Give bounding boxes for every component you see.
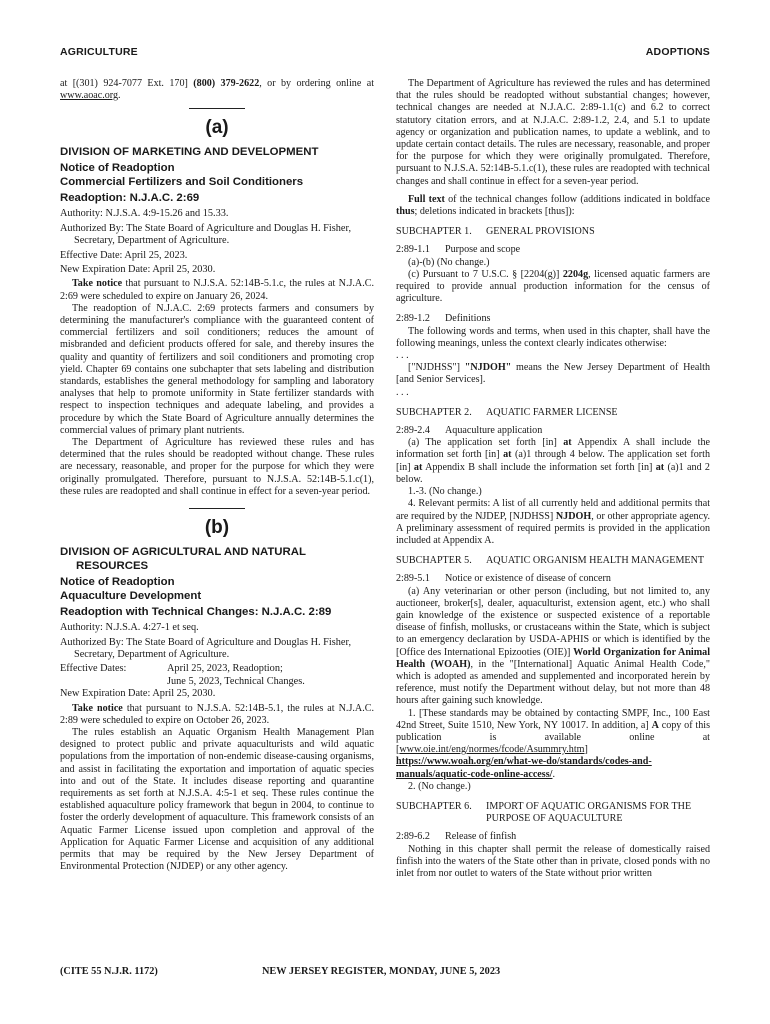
expiration-date: New Expiration Date: April 25, 2030. <box>60 688 216 700</box>
section-number: 2:89-1.1 <box>396 244 430 256</box>
subchapter-heading <box>396 555 710 567</box>
division-heading: DIVISION OF MARKETING AND DEVELOPMENT <box>60 146 319 159</box>
notice-heading: Notice of Readoption <box>60 576 175 589</box>
intro-text: at [(301) 924-7077 Ext. 170] <box>60 78 194 89</box>
rule-text-part: (a)1 through 4 below. The application set forth [in] <box>396 449 710 473</box>
footer-citation: (CITE 55 N.J.R. 1172) <box>60 966 158 977</box>
subchapter-title: AQUATIC ORGANISM HEALTH MANAGEMENT <box>486 555 705 567</box>
readoption-heading: Readoption with Technical Changes: N.J.A.C. 2:89 <box>60 606 332 619</box>
intro-end: . <box>118 90 121 102</box>
rule-addition: at <box>503 449 512 461</box>
section-number: 2:89-5.1 <box>396 573 430 585</box>
full-text-label: Full text <box>408 193 445 205</box>
section-number: 2:89-1.2 <box>396 313 430 325</box>
subchapter-title: IMPORT OF AQUATIC ORGANISMS FOR THE PURPOSE OF AQUACULTURE <box>486 800 692 825</box>
subchapter-title: GENERAL PROVISIONS <box>486 226 595 238</box>
take-notice-label: Take notice <box>72 702 123 714</box>
intro-paragraph <box>60 78 374 102</box>
rule-text-part: 4. Relevant permits: A list of all currently held and additional permits that are required by the NJDEP, [NJDHSS] <box>396 498 710 522</box>
effective-dates-label: Effective Dates: <box>60 663 127 675</box>
rule-text: 1.-3. (No change.) <box>408 486 482 498</box>
rule-text-part: . <box>552 768 555 780</box>
subchapter-title: AQUATIC FARMER LICENSE <box>486 406 618 418</box>
effective-dates-cont <box>60 676 374 688</box>
take-notice-paragraph <box>60 278 374 302</box>
boldface-example: thus <box>396 206 415 218</box>
rule-text-part: , or other appropriate agency. A preliminary assessment of required permits is provided in the application included at Appendix A. <box>396 510 710 546</box>
rule-text-part: , in the "[International] Aquatic Animal Health Code," which is adopted as amended and supplemented and incorporated herein by reference, must notify the Department without delay, but not more than 48 hours after gaining such knowledge. <box>396 658 710 707</box>
rule-text-part: Appendix B shall include the information set forth [in] <box>422 461 656 473</box>
rule-text-part: copy of this publication is available online at [ <box>396 719 710 756</box>
intro-phone: (800) 379-2622 <box>193 78 260 89</box>
rule-text: Nothing in this chapter shall permit the release of domestically raised finfish into the waters of the State other than in private, closed ponds with no inlet from nor outlet to waters of the State without prior written <box>396 843 710 879</box>
rule-addition: 2204g <box>562 268 589 280</box>
definition-text: means the New Jersey Department of Health [and Senior Services]. <box>396 362 710 386</box>
take-notice-paragraph <box>60 703 374 727</box>
rule-addition: A <box>651 719 659 731</box>
rule-text-part: 1. [These standards may be obtained by contacting SMPF, Inc., 100 East 42nd Street, Suite 1510, New York, NY 10017. In addition, a] <box>396 707 710 731</box>
section-heading <box>396 573 710 585</box>
rule-text-part: ] <box>584 744 588 756</box>
ellipsis: . . . <box>396 350 409 362</box>
full-text-note <box>396 194 710 218</box>
rule-addition: World Organization for Animal Health (WOAH) <box>396 646 710 670</box>
body-paragraph: The Department of Agriculture has reviewed the rules and has determined that the rules should be readopted without substantial changes; however, technical changes are needed at N.J.A.C. 2:89-1.1(c) and 6.2 to correct statutory citation errors, and at N.J.A.C. 2:89-1.2, 2.4, and 5.1 to update agency or organization and publication names, to update a weblink, and to update certain contact details. The rules are necessary, reasonable, and proper for the purpose for which they were originally promulgated. Therefore, pursuant to N.J.S.A. 52:14B-5.1.c(1), these rules are readopted with technical changes and shall continue in effect for a seven-year period. <box>396 78 710 187</box>
take-notice-label: Take notice <box>72 278 123 290</box>
rule-text: 2. (No change.) <box>408 780 471 792</box>
section-heading <box>396 244 710 256</box>
rule-text-part: Appendix A shall include the information set forth [in] <box>396 437 710 461</box>
rule-addition: at <box>655 461 665 473</box>
section-heading <box>396 425 710 437</box>
footer-register: NEW JERSEY REGISTER, MONDAY, JUNE 5, 2023 <box>262 966 501 977</box>
intro-text-2: , or by ordering online at <box>259 78 375 89</box>
woah-link[interactable]: https://www.woah.org/en/what-we-do/standards/codes-and-manuals/aquatic-code-online-access/ <box>396 756 652 780</box>
rule-text <box>396 498 710 547</box>
full-text-note-text-2: ; deletions indicated in brackets [thus]): <box>414 206 575 218</box>
definition-deleted: ["NJDHSS"] <box>408 362 465 374</box>
section-title: Purpose and scope <box>445 244 521 256</box>
body-paragraph: The readoption of N.J.A.C. 2:69 protects farmers and consumers by determining the manufacturer's compliance with the guaranteed content of commercial fertilizers and soil conditioners; reduces the amount of misbranded and deficient products offered for sale, and thereby insures the quality and quantity of fertilizers and soil conditioners and promoting crop yield. Chapter 69 contains one subchapter that sets labeling and distribution standards, establishes the general methodology for sampling and laboratory analyses that help to promote uniformity in State fertilizer standards with respect to inspection techniques and adequate labeling, and provides a procedure by which the State Board of Agriculture annually determines the commercial values of primary plant nutrients. <box>60 302 374 436</box>
expiration-date: New Expiration Date: April 25, 2030. <box>60 264 216 276</box>
full-text-note-text: of the technical changes follow (additions indicated in boldface <box>444 193 710 205</box>
section-letter-a: (a) <box>205 117 229 139</box>
subchapter-heading <box>396 801 710 825</box>
section-number: 2:89-6.2 <box>396 831 430 843</box>
rule-text-part: (a) The application set forth [in] <box>408 437 564 449</box>
rule-addition: at <box>563 437 572 449</box>
effective-date-technical: June 5, 2023, Technical Changes. <box>167 675 305 687</box>
body-paragraph: The rules establish an Aquatic Organism Health Management Plan designed to protect public and private aquaculturists and wild aquatic populations from the importation of non-endemic disease-causing organisms, and assist in facilitating the exportation and importation of aquatic species into and out of the State. It includes disease reporting and quarantine requirements as set forth at N.J.S.A. 4:5-1 et seq. These rules continue the established aquaculture policy framework that begun in 2004, to continue to foster the orderly development of aquaculture. This framework consists of an Aquatic Farmer License issued upon completion and approval of the Application for Aquatic Farmer License and acquisition of any additional permits that may be required by the New Jersey Department of Environmental Protection (NJDEP) or any other agency. <box>60 726 374 873</box>
authorized-by: Authorized By: The State Board of Agriculture and Douglas H. Fisher, Secretary, Department of Agriculture. <box>60 636 352 660</box>
running-header-left: AGRICULTURE <box>60 46 138 58</box>
rule-text: The following words and terms, when used in this chapter, shall have the following meanings, unless the context clearly indicates otherwise: <box>396 325 710 349</box>
section-title: Notice or existence of disease of concern <box>445 573 611 585</box>
effective-date-readoption: April 25, 2023, Readoption; <box>167 663 283 675</box>
right-column <box>396 78 710 880</box>
division-heading: DIVISION OF AGRICULTURAL AND NATURAL RESOURCES <box>60 546 306 573</box>
rule-text <box>396 586 710 708</box>
definition-term: "NJDOH" <box>464 362 512 374</box>
body-paragraph: The Department of Agriculture has reviewed these rules and has determined that the rules should be readopted without change. These rules are necessary, reasonable, and proper for the purpose for which they were originally promulgated. Therefore, pursuant to N.J.S.A. 52:14B-5.1.c(1), these rules are readopted and shall continue in effect for a seven-year period. <box>60 437 374 497</box>
rule-text-part: (c) Pursuant to 7 U.S.C. § [2204(g)] <box>408 268 563 280</box>
rule-text <box>396 269 710 306</box>
section-divider <box>189 108 245 109</box>
subchapter-number: SUBCHAPTER 6. <box>396 800 472 812</box>
rule-text <box>396 708 710 781</box>
authorized-by: Authorized By: The State Board of Agriculture and Douglas H. Fisher, Secretary, Department of Agriculture. <box>60 222 352 247</box>
subchapter-heading <box>396 407 710 419</box>
effective-date: Effective Date: April 25, 2023. <box>60 249 188 261</box>
section-number: 2:89-2.4 <box>396 425 430 437</box>
subject-heading: Commercial Fertilizers and Soil Conditioners <box>60 176 304 189</box>
aoac-link[interactable]: www.aoac.org <box>60 90 119 102</box>
ellipsis: . . . <box>396 386 409 398</box>
rule-text-part: (a) Any veterinarian or other person (including, but not limited to, any auctioneer, broker[s], dealer, aquaculturist, extension agent, etc.) who shall gain knowledge of the existence or suspected existence of a reportable disease of finfish, mollusks, or crustaceans within the State, which is subject to an emergency declaration by USDA-APHIS or which is identified by the [Office des International Epizooties (OIE)] <box>396 585 710 658</box>
section-title: Definitions <box>445 313 491 325</box>
rule-text <box>396 437 710 486</box>
subchapter-number: SUBCHAPTER 5. <box>396 555 472 567</box>
rule-addition: at <box>413 461 423 473</box>
oie-link[interactable]: www.oie.int/eng/normes/fcode/Asummry.htm <box>399 744 585 756</box>
running-header-right: ADOPTIONS <box>645 46 710 58</box>
section-title: Aquaculture application <box>445 425 543 437</box>
section-heading <box>396 831 710 843</box>
rule-text-part: , licensed aquatic farmers are required to provide annual production information for the census of agriculture. <box>396 268 710 305</box>
subchapter-number: SUBCHAPTER 2. <box>396 406 472 418</box>
rule-addition: NJDOH <box>555 510 592 522</box>
authority-line: Authority: N.J.S.A. 4:9-15.26 and 15.33. <box>60 208 229 220</box>
readoption-heading: Readoption: N.J.A.C. 2:69 <box>60 192 200 205</box>
take-notice-text: that pursuant to N.J.S.A. 52:14B-5.1.c, the rules at N.J.A.C. 2:69 were scheduled to expire on January 26, 2024. <box>60 278 374 302</box>
rule-text: (a)-(b) (No change.) <box>408 256 490 268</box>
subchapter-number: SUBCHAPTER 1. <box>396 226 472 238</box>
left-column <box>60 78 374 873</box>
authority-line: Authority: N.J.S.A. 4:27-1 et seq. <box>60 622 199 634</box>
subchapter-heading <box>396 226 710 238</box>
effective-dates <box>60 663 374 675</box>
section-title: Release of finfish <box>445 831 517 843</box>
take-notice-text: that pursuant to N.J.S.A. 52:14B-5.1, the rules at N.J.A.C. 2:89 were scheduled to expire on October 26, 2023. <box>60 702 374 726</box>
notice-heading: Notice of Readoption <box>60 162 175 175</box>
subject-heading: Aquaculture Development <box>60 590 202 603</box>
section-divider <box>189 508 245 509</box>
rule-text-part: (a)1 and 2 below. <box>396 461 710 485</box>
definition <box>396 362 710 386</box>
section-letter-b: (b) <box>204 517 230 539</box>
section-heading <box>396 313 710 325</box>
